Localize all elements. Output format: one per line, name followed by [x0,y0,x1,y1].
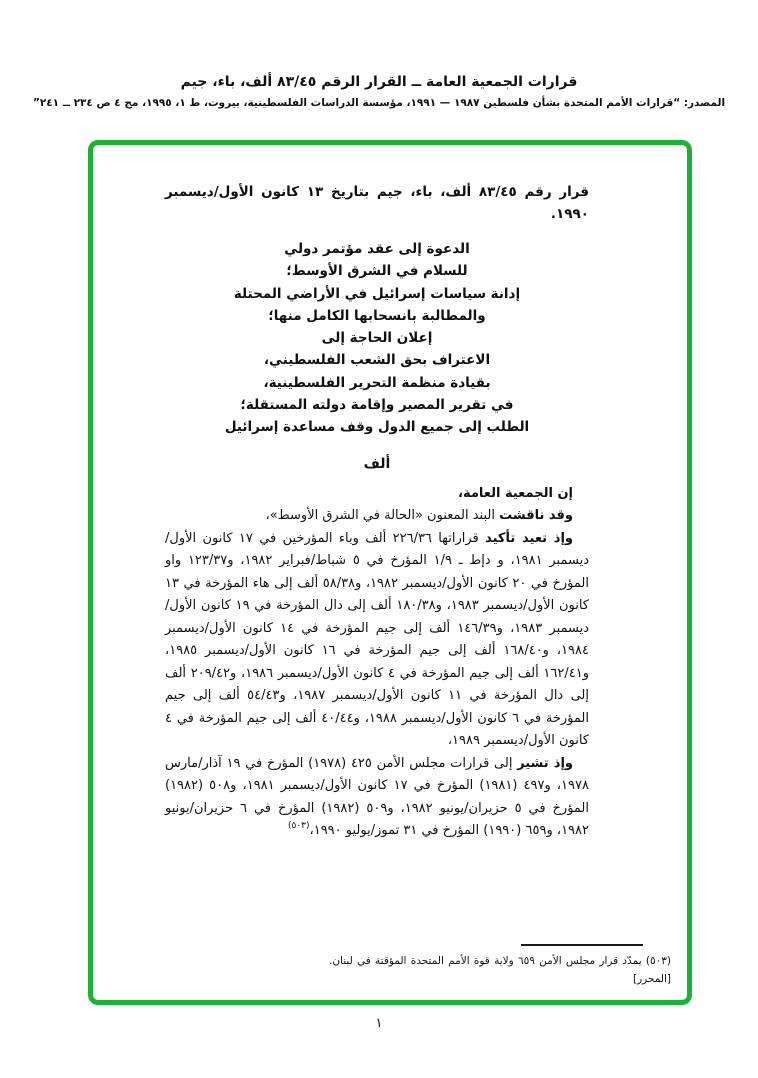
resolution-intro: قرار رقم ٨٣/٤٥ ألف، باء، جيم بتاريخ ١٣ كانون الأول/ديسمبر ١٩٩٠. [165,184,589,222]
resolution-title-line: الطلب إلى جميع الدول وقف مساعدة إسرائيل [224,419,530,436]
paragraph-preamble-3 [165,528,589,753]
resolution-title-line: بقيادة منظمة التحرير الفلسطينية، [263,374,491,391]
paragraph-lead: وقد ناقشت [499,508,573,524]
paragraph-preamble-4 [165,753,589,843]
resolution-title-line: إعلان الحاجة إلى [321,330,433,347]
section-heading-alif: ألف [363,455,391,472]
page-title: قرارات الجمعية العامة ــ القرار الرقم ٨٣/٤٥ ألف، باء، جيم [180,74,578,90]
paragraph-text: قراراتها ٢٢٦/٣٦ ألف وباء المؤرخين في ١٧ كانون الأول/ديسمبر ١٩٨١، و دإط ـ ١/٩ المؤرخ في ٥ شباط/فبراير ١٩٨٢، و١٢٣/٣٧ واو المؤرخ في ٢٠ كانون الأول/ديسمبر ١٩٨٢، و٥٨/٣٨ ألف إلى هاء المؤرخة في ١٣ كانون الأول/ديسمبر ١٩٨٣، و١٨٠/٣٨ ألف إلى دال المؤرخة في ١٩ كانون الأول/ديسمبر ١٩٨٣، و١٤٦/٣٩ ألف إلى جيم المؤرخة في ١٤ كانون الأول/ديسمبر ١٩٨٤، و١٦٨/٤٠ ألف إلى جيم المؤرخة في ١٦ كانون الأول/ديسمبر ١٩٨٥، و١٦٢/٤١ ألف إلى جيم المؤرخة في ٤ كانون الأول/ديسمبر ١٩٨٦، و٢٠٩/٤٢ ألف إلى دال المؤرخة في ١١ كانون الأول/ديسمبر ١٩٨٧، و٥٤/٤٣ ألف إلى جيم المؤرخة في ٦ كانون الأول/ديسمبر ١٩٨٨، و٤٠/٤٤ ألف إلى جيم المؤرخة في ٤ كانون الأول/ديسمبر ١٩٨٩، [165,530,590,749]
document-body [93,145,687,843]
source-line: المصدر: “قرارات الأمم المتحدة بشأن فلسطين ١٩٨٧ — ١٩٩١، مؤسسة الدراسات الفلسطينية، بيروت، ط ١، ١٩٩٥، مج ٤ ص ٢٣٤ ــ ٢٤١” [32,97,726,109]
footnote-block [329,944,671,988]
paragraph-lead: إن الجمعية العامة، [458,485,573,501]
footnote-text: (٥٠٣) يمدّد قرار مجلس الأمن ٦٥٩ ولاية قوة الأمم المتحدة المؤقتة في لبنان. [المحرر] [329,955,671,985]
resolution-title-line: إدانة سياسات إسرائيل في الأراضي المحتلة [233,285,521,302]
paragraph-preamble-1 [165,483,589,506]
paragraph-text: إلى قرارات مجلس الأمن ٤٢٥ (١٩٧٨) المؤرخ في ١٩ آذار/مارس ١٩٧٨، و٤٩٧ (١٩٨١) المؤرخ في ١٧ كانون الأول/ديسمبر ١٩٨١، و٥٠٨ (١٩٨٢) المؤرخ في ٥ حزيران/يونيو ١٩٨٢، و٥٠٩ (١٩٨٢) المؤرخ في ٦ حزيران/يونيو ١٩٨٢، و٦٥٩ (١٩٩٠) المؤرخ في ٣١ تموز/يوليو ١٩٩٠، [165,755,589,839]
document-frame [88,140,692,1005]
resolution-title-line: الاعتراف بحق الشعب الفلسطيني، [263,352,491,369]
resolution-title-line: الدعوة إلى عقد مؤتمر دولي [284,241,470,257]
page-number: ١ [375,1016,383,1031]
paragraph-preamble-2 [165,505,589,528]
resolution-title-line: في تقرير المصير وإقامة دولته المستقلة؛ [240,397,514,414]
resolution-title-line: للسلام في الشرق الأوسط؛ [286,263,468,280]
resolution-title [165,238,589,439]
resolution-title-line: والمطالبة بانسحابها الكامل منها؛ [268,307,486,324]
paragraph-lead: وإذ تشير [517,755,573,771]
footnote-reference: (٥٠٣) [287,821,310,832]
paragraph-text: البند المعنون «الحالة في الشرق الأوسط»، [265,508,500,524]
page-header [0,74,758,109]
footnote-separator [521,944,643,946]
paragraph-lead: وإذ تعيد تأكيد [485,530,573,546]
